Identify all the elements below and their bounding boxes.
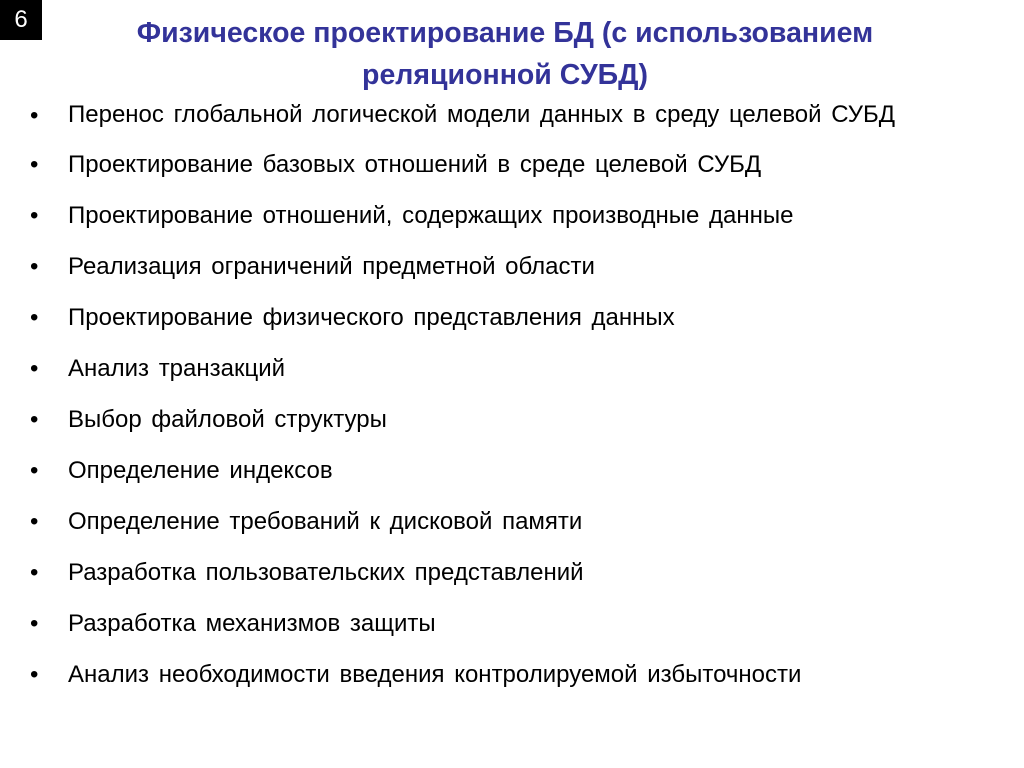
bullet-text: Проектирование базовых отношений в среде целевой СУБД bbox=[68, 151, 762, 178]
bullet-item bbox=[28, 303, 968, 333]
bullet-icon: • bbox=[30, 355, 39, 382]
bullet-icon: • bbox=[30, 559, 39, 586]
bullet-icon: • bbox=[30, 253, 39, 280]
bullet-icon: • bbox=[30, 406, 39, 433]
bullet-item bbox=[28, 150, 968, 180]
bullet-text: Определение индексов bbox=[68, 457, 333, 484]
bullet-text: Реализация ограничений предметной области bbox=[68, 253, 595, 280]
bullet-icon: • bbox=[30, 661, 39, 688]
bullet-icon: • bbox=[30, 508, 39, 535]
bullet-text: Анализ необходимости введения контролируемой избыточности bbox=[68, 661, 802, 688]
slide-number-badge: 6 bbox=[0, 0, 42, 40]
bullet-icon: • bbox=[30, 457, 39, 484]
bullet-item bbox=[28, 507, 968, 537]
bullet-item bbox=[28, 405, 968, 435]
bullet-text: Перенос глобальной логической модели данных в среду целевой СУБД bbox=[68, 101, 896, 128]
bullet-item bbox=[28, 558, 968, 588]
bullet-icon: • bbox=[30, 304, 39, 331]
bullet-item bbox=[28, 252, 968, 282]
bullet-list bbox=[28, 101, 968, 711]
bullet-item bbox=[28, 609, 968, 639]
bullet-icon: • bbox=[30, 151, 39, 178]
bullet-icon: • bbox=[30, 610, 39, 637]
bullet-text: Разработка механизмов защиты bbox=[68, 610, 436, 637]
bullet-item bbox=[28, 101, 968, 129]
slide-title: Физическое проектирование БД (с использованием реляционной СУБД) bbox=[136, 17, 874, 91]
bullet-item bbox=[28, 660, 968, 690]
bullet-item bbox=[28, 354, 968, 384]
bullet-text: Определение требований к дисковой памяти bbox=[68, 508, 583, 535]
bullet-icon: • bbox=[30, 102, 39, 129]
bullet-item bbox=[28, 456, 968, 486]
bullet-item bbox=[28, 201, 968, 231]
bullet-text: Разработка пользовательских представлений bbox=[68, 559, 584, 586]
bullet-text: Проектирование физического представления данных bbox=[68, 304, 675, 331]
bullet-text: Проектирование отношений, содержащих производные данные bbox=[68, 202, 794, 229]
bullet-icon: • bbox=[30, 202, 39, 229]
bullet-text: Анализ транзакций bbox=[68, 355, 286, 382]
bullet-text: Выбор файловой структуры bbox=[68, 406, 387, 433]
